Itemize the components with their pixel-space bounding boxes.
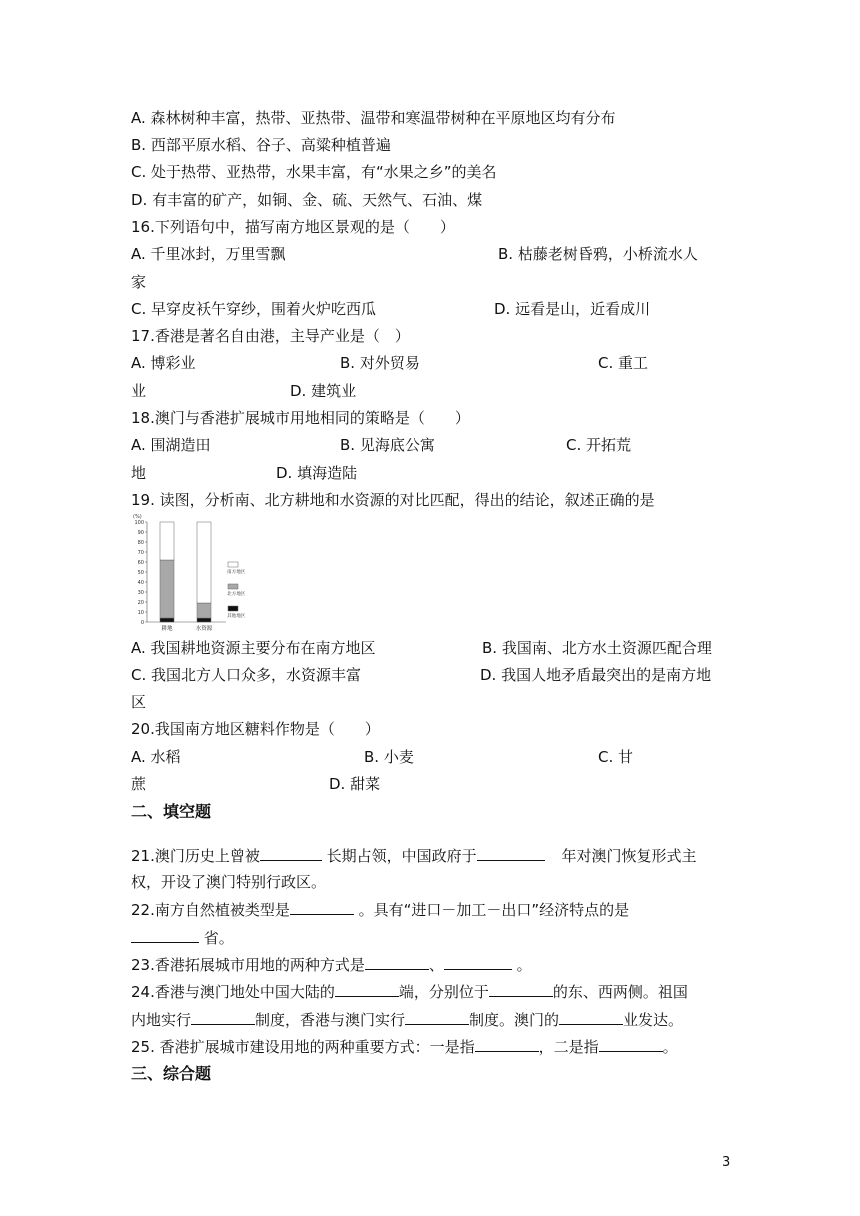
q17-option-d: D. 建筑业 <box>290 382 357 400</box>
q22-text-2: 。具有“进口－加工－出口”经济特点的是 <box>358 901 630 919</box>
answer-blank[interactable] <box>191 1009 255 1025</box>
chart-svg <box>131 512 281 634</box>
chart-legend-swatch <box>228 606 238 611</box>
q24-text-1: 24.香港与澳门地处中国大陆的 <box>131 983 335 1001</box>
q22-text-3: 省。 <box>203 929 234 947</box>
q19-option-c: C. 我国北方人口众多，水资源丰富 <box>131 666 362 684</box>
chart-y-tick-label: 0 <box>140 619 144 626</box>
answer-blank[interactable] <box>475 1036 539 1052</box>
answer-blank[interactable] <box>405 1009 469 1025</box>
q22-text-1: 22.南方自然植被类型是 <box>131 901 290 919</box>
q25-text-1: 25. 香港扩展城市建设用地的两种重要方式：一是指 <box>131 1038 475 1056</box>
q21-line1 <box>131 845 696 866</box>
q18-option-b: B. 见海底公寓 <box>340 436 435 454</box>
q19-option-a: A. 我国耕地资源主要分布在南方地区 <box>131 639 376 657</box>
chart-legend-label: 其他地区 <box>227 614 246 619</box>
chart-y-tick-label: 40 <box>137 579 144 586</box>
q19-stem: 19. 读图，分析南、北方耕地和水资源的对比匹配，得出的结论，叙述正确的是 <box>131 491 655 509</box>
q16-stem: 16.下列语句中，描写南方地区景观的是（ ） <box>131 218 455 236</box>
q21-line2: 权，开设了澳门特别行政区。 <box>131 873 327 891</box>
chart-y-tick-label: 20 <box>137 599 144 606</box>
chart-bar-segment <box>197 618 211 622</box>
q17-stem: 17.香港是著名自由港，主导产业是（ ） <box>131 327 410 345</box>
q24-line2 <box>131 1009 683 1030</box>
chart-bar-segment <box>160 522 174 560</box>
chart-bar-segment <box>197 522 211 603</box>
q16-option-c: C. 早穿皮袄午穿纱，围着火炉吃西瓜 <box>131 300 377 318</box>
q15-option-a: A. 森林树种丰富，热带、亚热带、温带和寒温带树种在平原地区均有分布 <box>131 109 616 127</box>
chart-y-unit-label: (%) <box>133 514 142 520</box>
q24-text-7: 业发达。 <box>623 1011 684 1029</box>
chart-legend-label: 南方地区 <box>227 570 246 575</box>
q17-option-b: B. 对外贸易 <box>340 354 420 372</box>
q23-text-1: 23.香港拓展城市用地的两种方式是 <box>131 956 365 974</box>
farmland-water-chart <box>131 512 281 634</box>
q16-option-b: B. 枯藤老树昏鸦，小桥流水人 <box>498 245 698 263</box>
chart-legend-label: 北方地区 <box>227 592 246 597</box>
q23-line <box>131 954 532 975</box>
chart-y-tick-label: 100 <box>134 519 144 526</box>
q20-option-b: B. 小麦 <box>364 748 414 766</box>
chart-y-tick-label: 90 <box>137 529 144 536</box>
q20-option-a: A. 水稻 <box>131 748 181 766</box>
chart-x-tick-label: 耕地 <box>161 626 173 632</box>
answer-blank[interactable] <box>131 927 199 943</box>
answer-blank[interactable] <box>477 845 545 861</box>
q22-line1 <box>131 899 629 920</box>
q24-text-4: 内地实行 <box>131 1011 192 1029</box>
q18-option-d: D. 填海造陆 <box>276 464 358 482</box>
q17-option-c-cont: 业 <box>131 382 147 400</box>
q16-option-a: A. 千里冰封，万里雪飘 <box>131 245 286 263</box>
q25-text-3: 。 <box>662 1038 678 1056</box>
chart-bar-segment <box>160 618 174 622</box>
chart-y-tick-label: 50 <box>137 569 144 576</box>
q24-text-2: 端，分别位于 <box>398 983 489 1001</box>
q23-text-2: 、 <box>428 956 444 974</box>
chart-legend-swatch <box>228 562 238 567</box>
chart-y-tick-label: 80 <box>137 539 144 546</box>
answer-blank[interactable] <box>365 954 429 970</box>
page-number: 3 <box>722 1155 731 1170</box>
q18-option-a: A. 围湖造田 <box>131 436 211 454</box>
q18-option-c: C. 开拓荒 <box>566 436 632 454</box>
answer-blank[interactable] <box>489 981 553 997</box>
q17-option-c: C. 重工 <box>598 354 649 372</box>
q16-option-d: D. 远看是山，近看成川 <box>494 300 651 318</box>
chart-bar-segment <box>197 603 211 618</box>
q19-option-d-cont: 区 <box>131 693 147 711</box>
answer-blank[interactable] <box>559 1009 623 1025</box>
chart-y-tick-label: 60 <box>137 559 144 566</box>
answer-blank[interactable] <box>260 845 322 861</box>
chart-y-tick-label: 10 <box>137 609 144 616</box>
q18-stem: 18.澳门与香港扩展城市用地相同的策略是（ ） <box>131 409 470 427</box>
q19-option-d: D. 我国人地矛盾最突出的是南方地 <box>480 666 712 684</box>
answer-blank[interactable] <box>599 1036 663 1052</box>
q15-option-b: B. 西部平原水稻、谷子、高粱种植普遍 <box>131 136 391 154</box>
chart-bar-segment <box>160 560 174 618</box>
q24-text-6: 制度。澳门的 <box>469 1011 560 1029</box>
chart-x-tick-label: 水资源 <box>195 626 213 632</box>
q24-line1 <box>131 981 688 1002</box>
section-heading-fill-blank: 二、填空题 <box>131 802 212 821</box>
chart-y-tick-label: 70 <box>137 549 144 556</box>
q17-option-a: A. 博彩业 <box>131 354 196 372</box>
q25-text-2: ，二是指 <box>538 1038 599 1056</box>
q19-option-b: B. 我国南、北方水土资源匹配合理 <box>482 639 712 657</box>
q21-text-2: 长期占领，中国政府于 <box>326 847 477 865</box>
section-heading-comprehensive: 三、综合题 <box>131 1064 212 1083</box>
answer-blank[interactable] <box>335 981 399 997</box>
q15-option-c: C. 处于热带、亚热带，水果丰富，有“水果之乡”的美名 <box>131 163 497 181</box>
q24-text-5: 制度，香港与澳门实行 <box>255 1011 406 1029</box>
q24-text-3: 的东、西两侧。祖国 <box>552 983 688 1001</box>
answer-blank[interactable] <box>444 954 512 970</box>
q20-stem: 20.我国南方地区糖料作物是（ ） <box>131 720 380 738</box>
q21-text-3: 年对澳门恢复形式主 <box>561 847 697 865</box>
chart-legend-swatch <box>228 584 238 589</box>
q22-line2 <box>131 927 234 948</box>
chart-y-tick-label: 30 <box>137 589 144 596</box>
q21-text-1: 21.澳门历史上曾被 <box>131 847 260 865</box>
q15-option-d: D. 有丰富的矿产，如铜、金、硫、天然气、石油、煤 <box>131 191 483 209</box>
q18-option-c-cont: 地 <box>131 464 147 482</box>
q16-option-b-cont: 家 <box>131 273 147 291</box>
q20-option-d: D. 甜菜 <box>329 775 381 793</box>
q20-option-c-cont: 蔗 <box>131 775 147 793</box>
q25-line <box>131 1036 678 1057</box>
q23-text-3: 。 <box>516 956 532 974</box>
answer-blank[interactable] <box>290 899 354 915</box>
q20-option-c: C. 甘 <box>598 748 634 766</box>
